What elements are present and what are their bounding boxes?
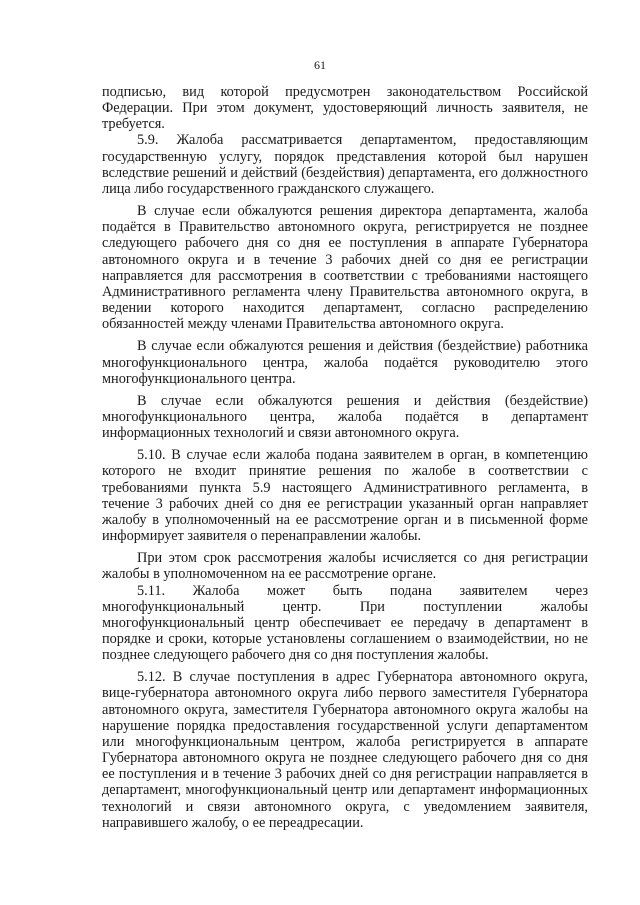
paragraph-term: При этом срок рассмотрения жалобы исчисляется со дня регистрации жалобы в уполномоченном на ее рассмотрение органе.	[102, 550, 588, 583]
paragraph-mfc-employee: В случае если обжалуются решения и действия (бездействие) работника многофункционального центра, жалоба подаётся руководителю этого многофункционального центра.	[102, 338, 588, 387]
document-body	[102, 84, 588, 831]
paragraph-director-decisions: В случае если обжалуются решения директора департамента, жалоба подаётся в Правительство автономного округа, регистрируется не позднее следующего рабочего дня со дня ее поступления в аппарате Губернатора автономного округа и в течение 3 рабочих дней со дня ее регистрации направляется для рассмотрения в соответствии с требованиями настоящего Административного регламента члену Правительства автономного округа, в ведении которого находится департамент, согласно распределению обязанностей между членами Правительства автономного округа.	[102, 203, 588, 333]
paragraph-5-11: 5.11. Жалоба может быть подана заявителем через многофункциональный центр. При поступлении жалобы многофункциональный центр обеспечивает ее передачу в департамент в порядке и сроки, которые установлены соглашением о взаимодействии, но не позднее следующего рабочего дня со дня поступления жалобы.	[102, 582, 588, 664]
page-number: 61	[314, 58, 326, 72]
paragraph-signature-continuation: подписью, вид которой предусмотрен законодательством Российской Федерации. При этом документ, удостоверяющий личность заявителя, не требуется.	[102, 84, 588, 133]
paragraph-5-12: 5.12. В случае поступления в адрес Губернатора автономного округа, вице-губернатора автономного округа либо первого заместителя Губернатора автономного округа, заместителя Губернатора автономного округа жалобы на нарушение порядка предоставления государственной услуги департаментом или многофункциональным центром, жалоба регистрируется в аппарате Губернатора автономного округа не позднее следующего рабочего дня со дня ее поступления и в течение 3 рабочих дней со дня регистрации направляется в департамент, многофункциональный центр или департамент информационных технологий и связи автономного округа, с уведомлением заявителя, направившего жалобу, о ее переадресации.	[102, 669, 588, 831]
paragraph-5-10: 5.10. В случае если жалоба подана заявителем в орган, в компетенцию которого не входит принятие решения по жалобе в соответствии с требованиями пункта 5.9 настоящего Административного регламента, в течение 3 рабочих дней со дня ее регистрации указанный орган направляет жалобу в уполномоченный на ее рассмотрение орган и в письменной форме информирует заявителя о перенаправлении жалобы.	[102, 447, 588, 545]
paragraph-mfc: В случае если обжалуются решения и действия (бездействие) многофункционального центра, жалоба подаётся в департамент информационных технологий и связи автономного округа.	[102, 392, 588, 442]
paragraph-5-9: 5.9. Жалоба рассматривается департаментом, предоставляющим государственную услугу, порядок представления которой был нарушен вследствие решений и действий (бездействия) департамента, его должностного лица либо государственного гражданского служащего.	[102, 132, 588, 197]
